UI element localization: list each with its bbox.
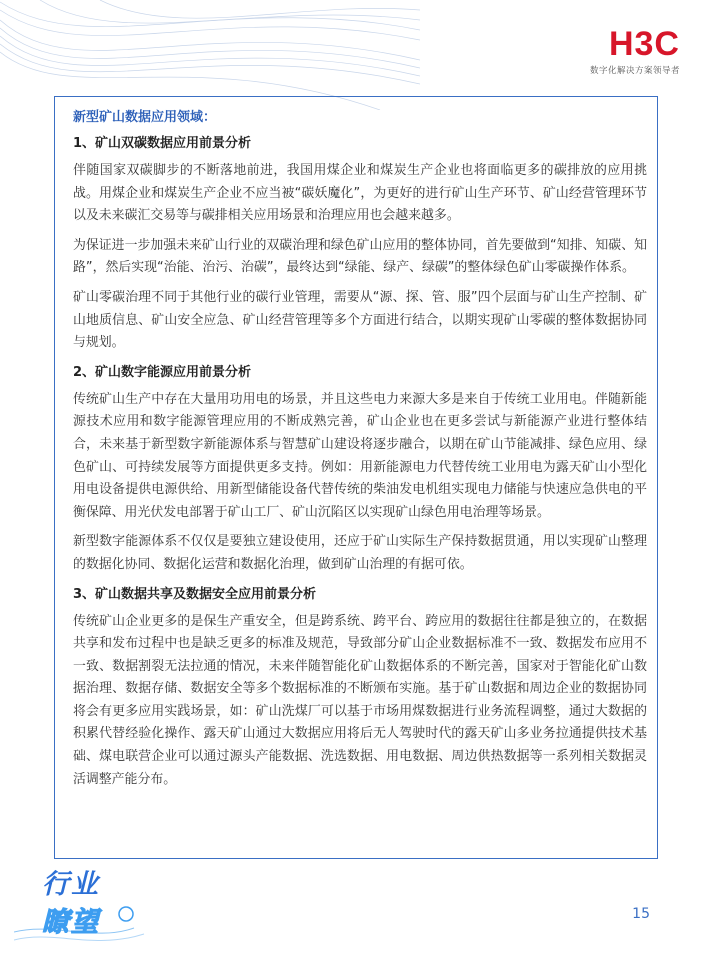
section-heading: 1、矿山双碳数据应用前景分析 — [73, 136, 252, 151]
brand-line2: 瞭望 — [42, 907, 100, 938]
paragraph: 伴随国家双碳脚步的不断落地前进，我国用煤企业和煤炭生产企业也将面临更多的碳排放的应用挑战。用煤企业和煤炭生产企业不应当被“碳妖魔化”，为更好的进行矿山生产环节、矿山经营管理环节以及未来碳汇交易等与碳排相关应用场景和治理应用也会越来越多。 — [73, 163, 647, 224]
decorative-wave-lines — [0, 0, 420, 110]
brand-mark — [14, 862, 184, 952]
section-heading: 3、矿山数据共享及数据安全应用前景分析 — [73, 586, 317, 602]
paragraph: 矿山零碳治理不同于其他行业的碳行业管理，需要从“源、探、管、服”四个层面与矿山生产控制、矿山地质信息、矿山安全应急、矿山经营管理等多个方面进行结合，以期实现矿山零碳的整体数据协同与规划。 — [73, 289, 647, 351]
logo-text: H3C — [608, 25, 680, 63]
section-heading: 2、矿山数字能源应用前景分析 — [73, 364, 252, 380]
brand-line1: 行业 — [42, 869, 100, 900]
paragraph: 传统矿山企业更多的是保生产重安全，但是跨系统、跨平台、跨应用的数据往往都是独立的，在数据共享和发布过程中也是缺乏更多的标准及规范，导致部分矿山企业数据标准不一致、数据发布应用不一致、数据割裂无法拉通的情况，未来伴随智能化矿山数据体系的不断完善，国家对于智能化矿山数据治理、数据存储、数据安全等多个数据标准的不断颁布实施。基于矿山数据和周边企业的数据协同将会有更多应用实践场景，如：矿山洗煤厂可以基于市场用煤数据进行业务流程调整，通过大数据的积累代替经验化操作、露天矿山通过大数据应用将后无人驾驶时代的露天矿山多业务拉通提供技术基础、煤电联营企业可以通过源头产能数据、洗选数据、用电数据、周边供热数据等一系列相关数据灵活调整产能分布。 — [73, 613, 647, 787]
brand-wheel-icon — [119, 907, 133, 921]
page-number: 15 — [632, 906, 650, 922]
paragraph: 传统矿山生产中存在大量用功用电的场景，并且这些电力来源大多是来自于传统工业用电。伴随新能源技术应用和数字能源管理应用的不断成熟完善，矿山企业也在更多尝试与新能源产业进行整体结合，未来基于新型数字新能源体系与智慧矿山建设将逐步融合，以期在矿山节能减排、绿色应用、绿色矿山、可持续发展等方面提供更多支持。例如：用新能源电力代替传统工业用电为露天矿山小型化用电设备提供电源供给、用新型储能设备代替传统的柴油发电机组实现电力储能与快速应急供电的平衡保障、用光伏发电部署于矿山工厂、矿山沉陷区以实现矿山绿色用电治理等场景。 — [73, 391, 647, 520]
box-title: 新型矿山数据应用领域： — [73, 110, 217, 125]
content-box — [54, 96, 658, 859]
company-logo — [590, 26, 680, 76]
logo-tagline: 数字化解决方案领导者 — [589, 66, 680, 76]
paragraph: 新型数字能源体系不仅仅是要独立建设使用，还应于矿山实际生产保持数据贯通，用以实现矿山整理的数据化协同、数据化运营和数据化治理，做到矿山治理的有据可依。 — [73, 534, 647, 572]
paragraph: 为保证进一步加强未来矿山行业的双碳治理和绿色矿山应用的整体协同，首先要做到“知排、知碳、知路”，然后实现“治能、治污、治碳”，最终达到“绿能、绿产、绿碳”的整体绿色矿山零碳操作体系。 — [73, 237, 647, 276]
